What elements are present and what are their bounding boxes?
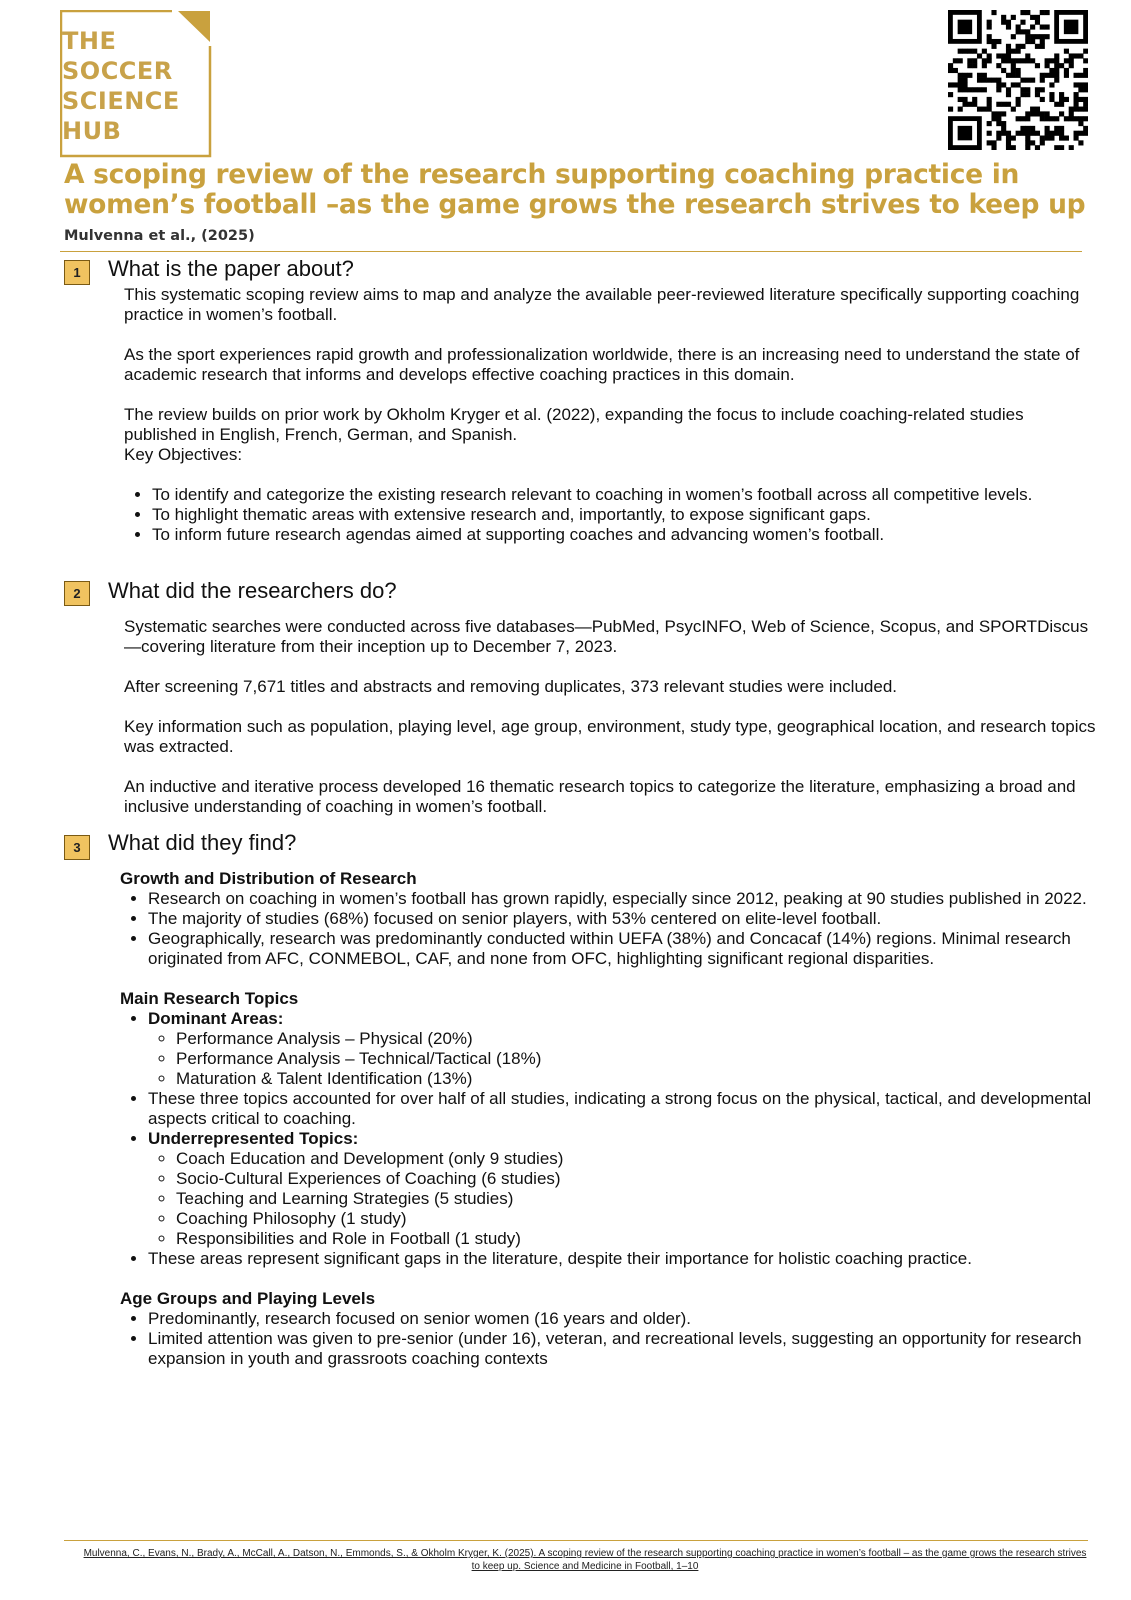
list-item: ◦ Socio-Cultural Experiences of Coaching (6 studies) [176,1169,1095,1189]
age-heading: Age Groups and Playing Levels [120,1289,376,1308]
list-item: ◦ Responsibilities and Role in Football (1 study) [176,1229,1095,1249]
section-2-paragraph: An inductive and iterative process developed 16 thematic research topics to categorize the literature, emphasizing a broad and inclusive understanding of coaching in women’s football. [124,777,1076,816]
dominant-list [148,1029,1095,1089]
list-item: • These three topics accounted for over half of all studies, indicating a strong focus on the physical, tactical, and developmental aspects critical to coaching. [148,1089,1095,1129]
list-item: ◦ Maturation & Talent Identification (13%) [176,1069,1095,1089]
section-1-paragraph: This systematic scoping review aims to map and analyze the available peer-reviewed literature specifically supporting coaching practice in women’s football. [124,285,1080,324]
paper-authors: Mulvenna et al., (2025) [64,228,255,244]
brand-line-1: THE [62,27,117,55]
list-item: • Predominantly, research focused on senior women (16 years and older). [148,1309,1095,1329]
list-item: • To inform future research agendas aimed at supporting coaches and advancing women’s football. [152,525,1099,545]
qr-code-icon[interactable] [948,10,1088,150]
list-item: ◦ Teaching and Learning Strategies (5 studies) [176,1189,1095,1209]
section-2-body [124,617,1099,817]
section-1-body [124,285,1099,545]
section-2-paragraph: Key information such as population, playing level, age group, environment, study type, geographical location, and research topics was extracted. [124,717,1096,756]
list-item: • Limited attention was given to pre-senior (under 16), veteran, and recreational levels, suggesting an opportunity for research expansion in youth and grassroots coaching contexts [148,1329,1095,1369]
footer-divider [64,1540,1088,1541]
section-2-heading: What did the researchers do? [108,578,397,603]
section-1-paragraph: The review builds on prior work by Okholm Kryger et al. (2022), expanding the focus to include coaching-related studies published in English, French, German, and Spanish. [124,405,1024,444]
list-item: • To highlight thematic areas with extensive research and, importantly, to expose significant gaps. [152,505,1099,525]
list-item: • Research on coaching in women’s football has grown rapidly, especially since 2012, peaking at 90 studies published in 2022. [148,889,1095,909]
list-item: • The majority of studies (68%) focused on senior players, with 53% centered on elite-level football. [148,909,1095,929]
growth-heading: Growth and Distribution of Research [120,869,417,888]
section-3-body [120,869,1095,1369]
list-item: • These areas represent significant gaps in the literature, despite their importance for holistic coaching practice. [148,1249,1095,1269]
section-3-badge: 3 [64,835,90,860]
growth-list [120,889,1095,969]
list-item: ◦ Coach Education and Development (only 9 studies) [176,1149,1095,1169]
citation-link[interactable]: Mulvenna, C., Evans, N., Brady, A., McCall, A., Datson, N., Emmonds, S., & Okholm Kryger, K. (2025). A scoping review of the research supporting coaching practice in women’s football – as the game grows the research strives to keep up. Science and Medicine in Football, 1–10 [83,1548,1087,1572]
underrepresented-list [148,1149,1095,1249]
list-item: • To identify and categorize the existing research relevant to coaching in women’s football across all competitive levels. [152,485,1099,505]
list-item: ◦ Performance Analysis – Technical/Tactical (18%) [176,1049,1095,1069]
dominant-label: Dominant Areas: [148,1009,284,1028]
age-list [120,1309,1095,1369]
section-2-badge: 2 [64,581,90,606]
list-item: ◦ Performance Analysis – Physical (20%) [176,1029,1095,1049]
section-1-heading: What is the paper about? [108,256,354,281]
brand-line-3: SCIENCE [62,87,180,115]
list-item: ◦ Coaching Philosophy (1 study) [176,1209,1095,1229]
brand-line-2: SOCCER [62,57,173,85]
paper-title: A scoping review of the research supporting coaching practice in women’s football –as the game grows the research strives to keep up [64,159,1086,220]
section-2-paragraph: Systematic searches were conducted across five databases—PubMed, PsycINFO, Web of Science, Scopus, and SPORTDiscus—covering literature from their inception up to December 7, 2023. [124,617,1089,656]
brand-line-4: HUB [62,117,122,145]
section-1-paragraph: As the sport experiences rapid growth and professionalization worldwide, there is an increasing need to understand the state of academic research that informs and develops effective coaching practices in this domain. [124,345,1080,384]
topics-list [120,1009,1095,1269]
list-item: • Geographically, research was predominantly conducted within UEFA (38%) and Concacaf (14%) regions. Minimal research originated from AFC, CONMEBOL, CAF, and none from OFC, highlighting significant regional disparities. [148,929,1095,969]
section-3-heading: What did they find? [108,830,297,855]
section-2-paragraph: After screening 7,671 titles and abstracts and removing duplicates, 373 relevant studies were included. [124,677,898,696]
objectives-list [124,485,1099,545]
key-objectives-label: Key Objectives: [124,445,243,464]
underrepresented-label: Underrepresented Topics: [148,1129,359,1148]
header-divider [60,251,1082,252]
brand-logo [60,10,212,158]
section-1-badge: 1 [64,260,90,285]
topics-heading: Main Research Topics [120,989,299,1008]
